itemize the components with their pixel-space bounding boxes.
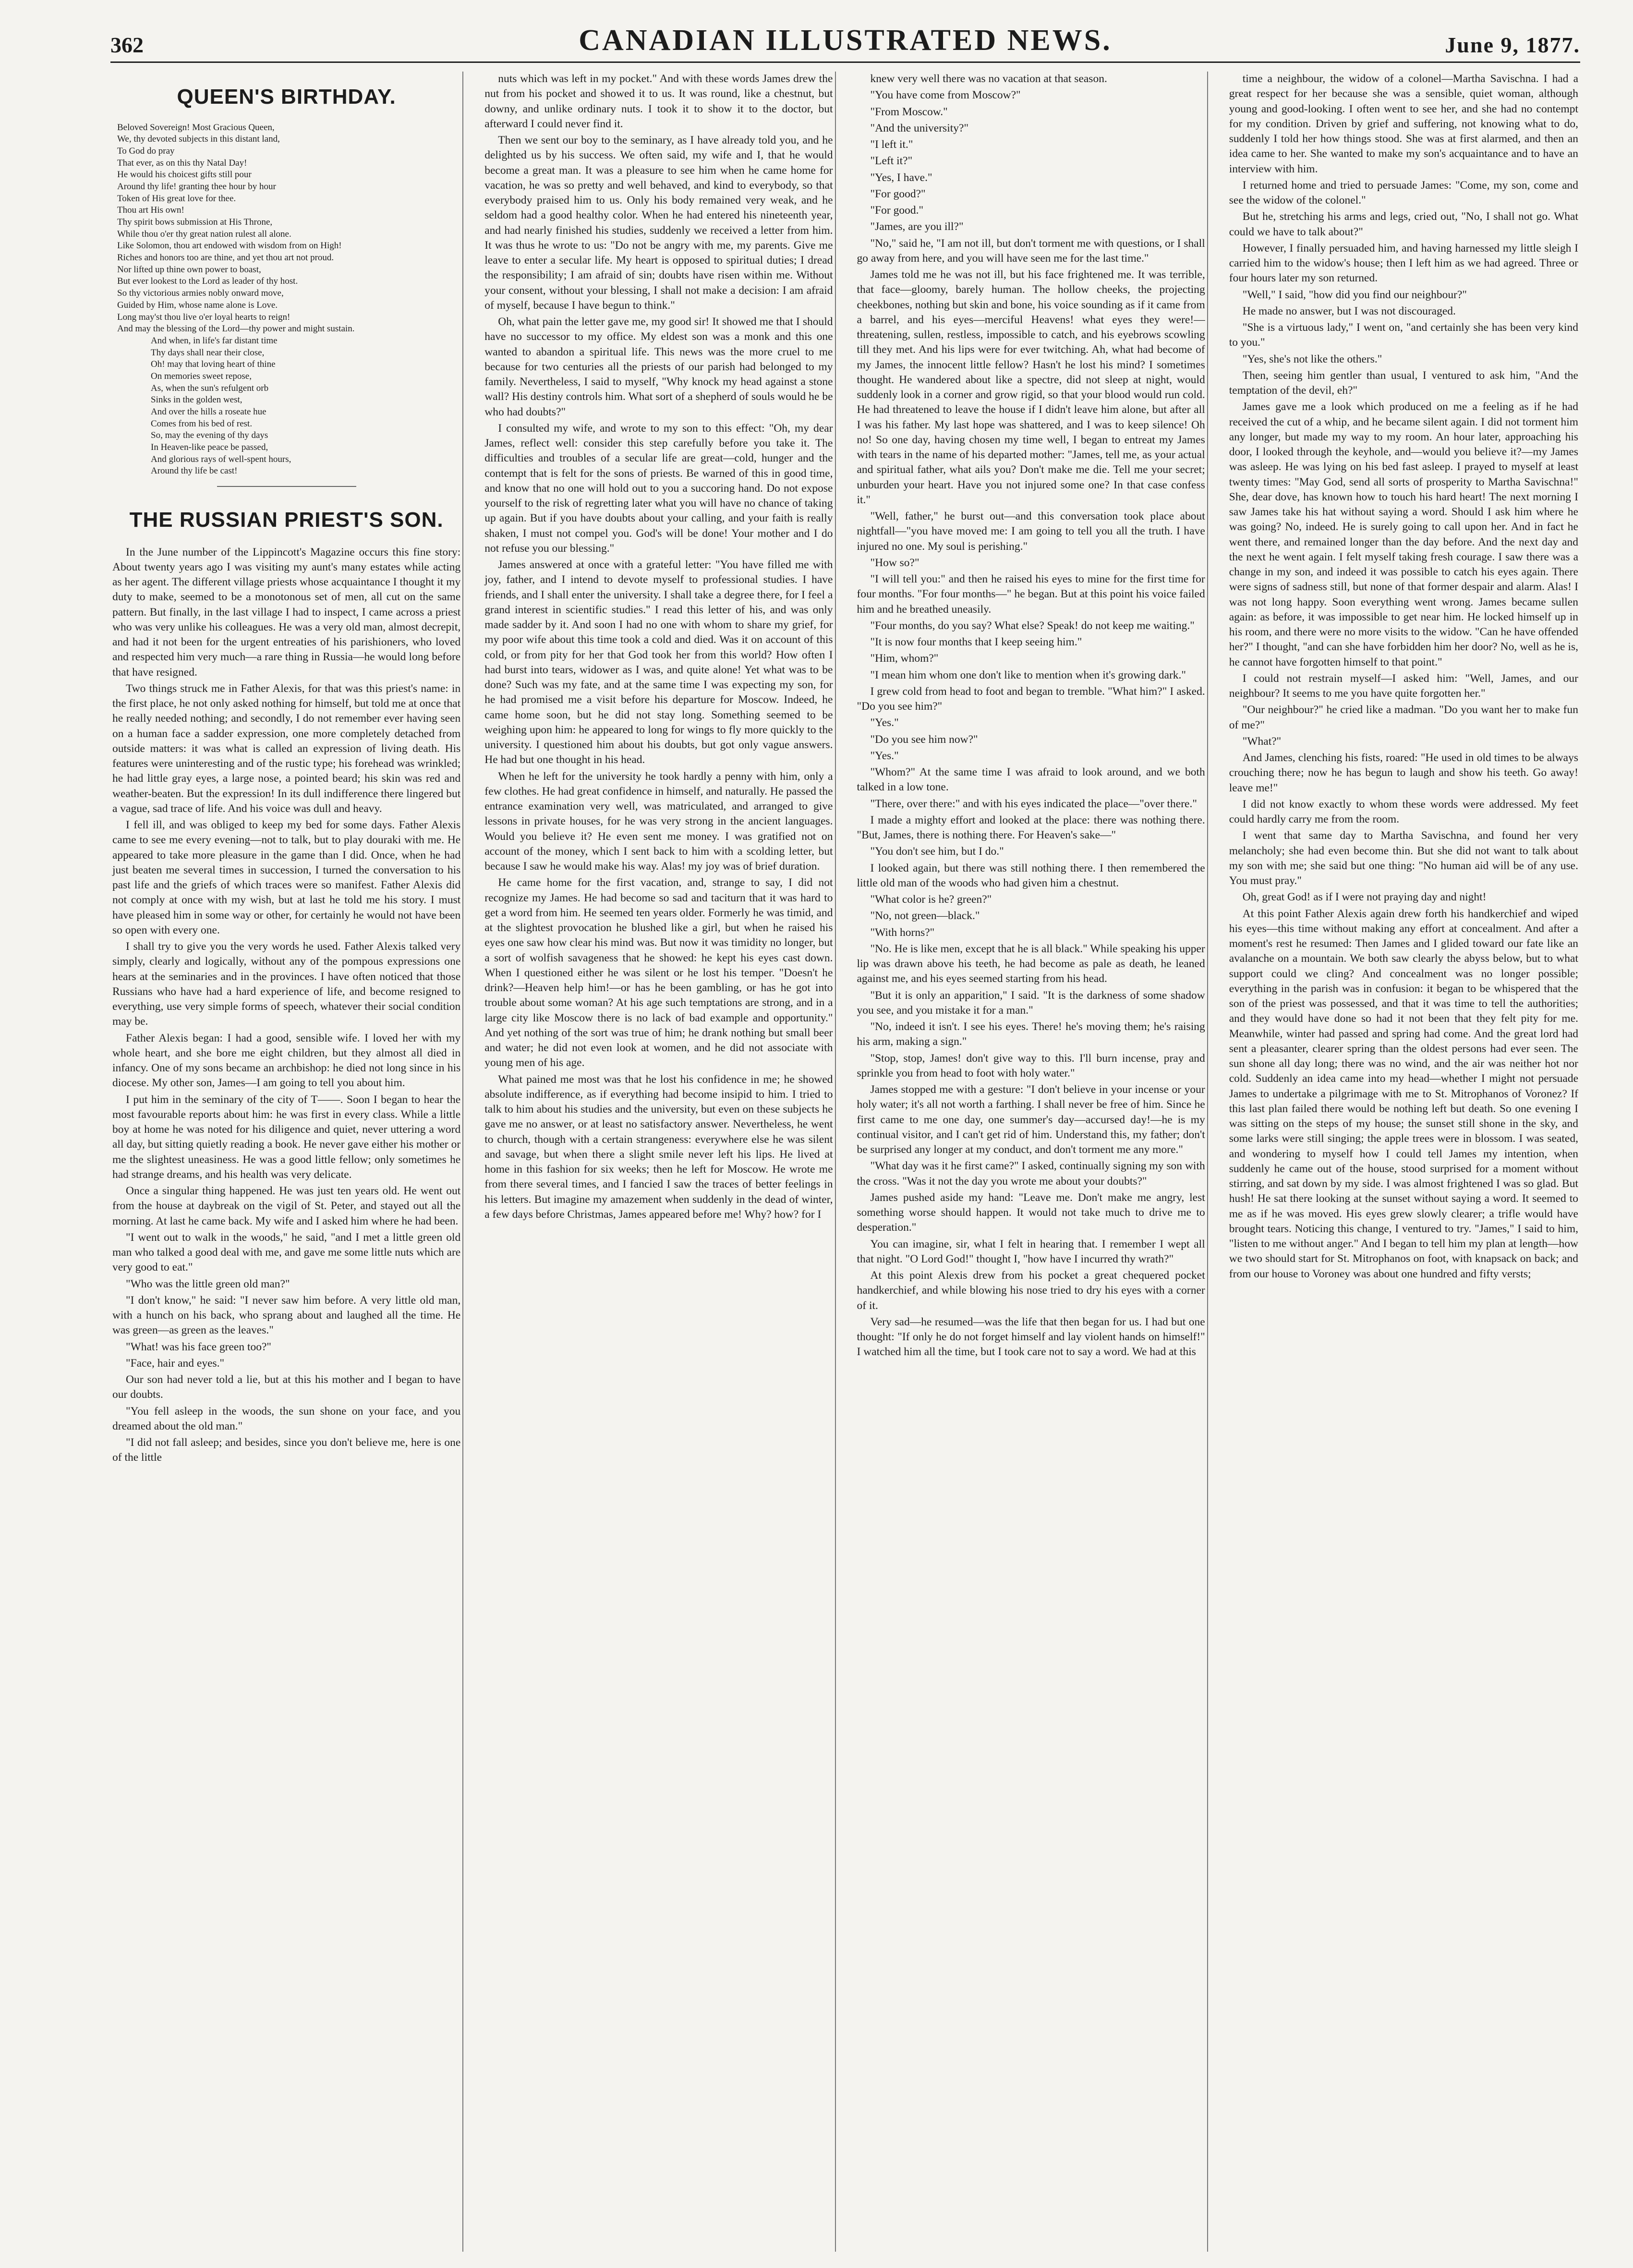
story-paragraph: "For good." — [870, 204, 924, 217]
story-paragraph: "No, indeed it isn't. I see his eyes. There! he's moving them; he's raising his arm, making a sign." — [857, 1020, 1205, 1048]
story-paragraph: Oh, great God! as if I were not praying day and night! — [1242, 891, 1487, 904]
story-paragraph: Once a singular thing happened. He was just ten years old. He went out from the house at daybreak on the vigil of St. Peter, and stayed out all the morning. At last he came back. My wife and I asked him where he had been. — [112, 1185, 461, 1227]
poem-line: Thou art His own! — [117, 205, 184, 216]
story-paragraph: "I mean him whom one don't like to mention when it's growing dark." — [870, 668, 1186, 681]
story-paragraph: And James, clenching his fists, roared: "He used in old times to be always crouching there; now he has begun to laugh and show his teeth. Go away! leave me!" — [1229, 752, 1578, 794]
poem-line: As, when the sun's refulgent orb — [151, 383, 269, 393]
story-paragraph: "How so?" — [870, 556, 919, 569]
story-paragraph: Oh, what pain the letter gave me, my good sir! It showed me that I should have no successor to my office. My eldest son was a monk and this one wanted to abandon a spiritual life. This news was the more cruel to me because for two centuries all the priests of our parish had belonged to my family. Nevertheless, I said to myself, "Why knock my head against a stone wall? His destiny controls him. What sort of a shepherd of souls would he be who had doubts?" — [484, 315, 833, 418]
story-paragraph: "What day was it he first came?" I asked, continually signing my son with the cross. "Was it not the day you wrote me about your doubts?" — [857, 1160, 1205, 1188]
story-paragraph: What pained me most was that he lost his confidence in me; he showed absolute indifference, as if everything had become insipid to him. I tried to talk to him about his studies and the university, but even on these subjects he gave me no answer, or at least no satisfactory answer. Nevertheless, he went to church, though with a certain strangeness: everywhere else he was silent and savage, but when there a slight smile never left his lips. He lived at home in this fashion for six weeks; then he left for Moscow. He wrote me from there several times, and I fancied I saw the traces of better feelings in his letters. But imagine my amazement when suddenly in the dead of winter, a few days before Christmas, James appeared before me! Why? how? for I — [484, 1073, 833, 1221]
story-paragraph: "There, over there:" and with his eyes indicated the place—"over there." — [870, 797, 1197, 810]
poem-line: Beloved Sovereign! Most Gracious Queen, — [117, 122, 275, 133]
story-paragraph: time a neighbour, the widow of a colonel—Martha Savischna. I had a great respect for her because she was a sensible, quiet woman, although young and good-looking. I often went to see her, and she had no contempt for my condition. Driven by grief and suffering, not knowing what to do, suddenly I told her how things stood. She was at first alarmed, and then an idea came to her. She wanted to make my son's acquaintance and to have an interview with him. — [1229, 73, 1578, 175]
poem-line: He would his choicest gifts still pour — [117, 170, 252, 180]
story-paragraph: I looked again, but there was still nothing there. I then remembered the little old man of the woods who had given him a chestnut. — [857, 861, 1205, 889]
issue-date: June 9, 1877. — [1445, 33, 1580, 57]
poem-line: And over the hills a roseate hue — [151, 407, 266, 417]
story-paragraph: "Four months, do you say? What else? Speak! do not keep me waiting." — [870, 619, 1195, 632]
story-paragraph: I consulted my wife, and wrote to my son to this effect: "Oh, my dear James, reflect well: consider this step carefully before you take it. The difficulties and troubles of a secular life are great—cold, hunger and the contempt that is felt for the sons of priests. Be warned of this in good time, and know that no one will hold out to you a succoring hand. Do not expose yourself to the risk of regretting later what you will have no chance of taking up again. But if you have doubts about your calling, and your faith is really shaken, I must not compel you. God's will be done! Your mother and I do not refuse you our blessing." — [484, 422, 833, 555]
story-paragraph: "She is a virtuous lady," I went on, "and certainly she has been very kind to you." — [1229, 321, 1578, 349]
poem-title: QUEEN'S BIRTHDAY. — [177, 85, 396, 109]
story-paragraph: Two things struck me in Father Alexis, for that was this priest's name: in the first place, he not only asked nothing for himself, but told me at once that he really needed nothing; and secondly, I do not remember ever having seen on a human face a sadder expression, one more completely detached from outside matters: it was what is called an expression of living death. His features were uninteresting and of the rustic type; his forehead was wrinkled; he had little gray eyes, a large nose, a pointed beard; his skin was red and weather-beaten. But the expression! In its dull indifference there lingered but a vague, sad trace of life. And his voice was dull and heavy. — [112, 682, 461, 815]
story-paragraph: James gave me a look which produced on me a feeling as if he had received the cut of a whip, and he became silent again. I did not torment him any longer, but made my way to my room. An hour later, approaching his door, I looked through the keyhole, and—would you believe it?—my James was asleep. He was lying on his bed fast asleep. I prayed to myself at least twenty times: "May God, send all sorts of prosperity to Martha Savischna!" She, dear dove, has known how to touch his hard heart! The next morning I saw James take his hat without saying a word. Should I ask him where he was going? No, indeed. He is surely going to call upon her. And in fact he went there, and remained longer than the day before. And the next day and the next he went again. I felt myself taking fresh courage. I saw there was a change in my son, and indeed it was possible to catch his eyes again. There were signs of sadness still, but none of that former despair and alarm. Alas! I was not long happy. Soon everything went wrong. James became sullen again: as before, it was impossible to get near him. He locked himself up in his room, and there were no more visits to the widow. "Can he have offended her?" I thought, "and can she have forbidden him her door? No, well as he is, he cannot have forgotten himself to that point." — [1229, 400, 1578, 668]
poem-line: And glorious rays of well-spent hours, — [151, 454, 291, 464]
poem-line: So thy victorious armies nobly onward move, — [117, 288, 284, 299]
story-paragraph: "But it is only an apparition," I said. "It is the darkness of some shadow you see, and you mistake it for a man." — [857, 989, 1205, 1017]
newspaper-title: CANADIAN ILLUSTRATED NEWS. — [579, 24, 1112, 57]
story-paragraph: At this point Father Alexis again drew forth his handkerchief and wiped his eyes—this time without making any effort at concealment. And after a moment's rest he resumed: Then James and I glided toward our fate like an avalanche on a mountain. We both saw clearly the abyss below, but to what support could we cling? And concealment was no longer possible; everything in the parish was in confusion: it began to be whispered that the son of the priest was possessed, and that it was time to tell the authorities; and they would have done so had it not been that they felt pity for me. Meanwhile, winter had passed and spring had come. And the great lord had sent a pleasanter, clearer spring than the oldest persons had ever seen. The sun shone all day long; there was no wind, and the air was neither hot nor cold. Suddenly an idea came into my head—whether I might not persuade James to undertake a pilgrimage with me to St. Mitrophanos of Voronez? If this last plan failed there would be nothing left but death. So one evening I was sitting on the steps of my house; the sunset still shone in the sky, and some larks were still singing; the apple trees were in blossom. I was seated, and wondering to myself how I could tell James my intention, when suddenly he came out of the house, stood surprised for a moment without stirring, and sat down by my side. I was almost frightened I was so glad. But hush! He sat there looking at the sunset without saying a word. It seemed to me as if he was moved. His eyes grew slowly clearer; a trifle would have brought tears. Noticing this change, I ventured to try. "James," I said to him, "listen to me without anger." And I began to tell him my plan at length—how we two should start for St. Mitrophanos on foot, with knapsack on back; and from our house to Voroney was about one hundred and fifty versts; — [1229, 907, 1578, 1280]
story-paragraph: I went that same day to Martha Savischna, and found her very melancholy; she had even become thin. But she did not want to talk about my son with me; she said but one thing: "No human aid will be of any use. You must pray." — [1229, 829, 1578, 887]
poem-body — [117, 122, 456, 478]
poem-line: And when, in life's far distant time — [151, 335, 278, 346]
story-paragraph: When he left for the university he took hardly a penny with him, only a few clothes. He had great confidence in himself, and naturally. He passed the entrance examination very well, was matriculated, and arranged to give lessons in private houses, for he was very strong in the ancient languages. Would you believe it? He even sent me money. I was gratified not on account of the money, which I sent back to him with a scolding letter, but because I saw he would make his way. Alas! my joy was of brief duration. — [484, 770, 833, 873]
story-paragraph: James pushed aside my hand: "Leave me. Don't make me angry, lest something worse should happen. It would not take much to drive me to desperation." — [857, 1191, 1205, 1234]
story-paragraph: "Our neighbour?" he cried like a madman. "Do you want her to make fun of me?" — [1229, 703, 1578, 731]
story-paragraph: He came home for the first vacation, and, strange to say, I did not recognize my James. He had become so sad and taciturn that it was hard to get a word from him. He seemed ten years older. Formerly he was timid, and at the slightest provocation he blushed like a girl, but when he raised his eyes one saw how clear his mind was. But now it was timidity no longer, but a sort of wolfish savageness that he showed: he kept his eyes cast down. When I questioned either he was silent or he lost his temper. "Doesn't he drink?—Heaven help him!—or has he been gambling, or has he got into trouble about some woman? At his age such temptations are strong, and in a large city like Moscow there is no lack of bad example and opportunity." And yet nothing of the sort was true of him; he drank nothing but small beer and water; he did not even look at women, and he did not associate with young men of his age. — [484, 876, 833, 1069]
story-paragraph: "And the university?" — [870, 121, 969, 134]
story-paragraph: "Yes." — [870, 749, 899, 762]
story-paragraph: "You don't see him, but I do." — [870, 845, 1004, 858]
column-2 — [483, 72, 835, 2252]
story-paragraph: But he, stretching his arms and legs, cried out, "No, I shall not go. What could we have to talk about?" — [1229, 210, 1578, 238]
story-paragraph: "I went out to walk in the woods," he said, "and I met a little green old man who talked a good deal with me, and gave me some little nuts which are very good to eat." — [112, 1231, 461, 1274]
poem-line: In Heaven-like peace be passed, — [151, 442, 268, 453]
story-paragraph: In the June number of the Lippincott's Magazine occurs this fine story: About twenty years ago I was visiting my aunt's many estates while acting as her agent. The different village priests whose acquaintance I thought it my duty to make, seemed to be a monotonous set of men, all cut on the same pattern. But finally, in the last village I had to inspect, I came across a priest who was very unlike his colleagues. He was a very old man, almost decrepit, and had it not been for the urgent entreaties of his parishioners, who loved and respected him very much—a rare thing in Russia—he would long before that have resigned. — [112, 546, 461, 679]
story-paragraph: You can imagine, sir, what I felt in hearing that. I remember I wept all that night. "O Lord God!" thought I, "how have I incurred thy wrath?" — [857, 1237, 1205, 1265]
poem-line: That ever, as on this thy Natal Day! — [117, 158, 247, 168]
poem-line: Thy days shall near their close, — [151, 347, 265, 358]
story-paragraph: "You have come from Moscow?" — [870, 89, 1021, 102]
poem-line: Thy spirit bows submission at His Throne, — [117, 217, 273, 228]
story-text-column-1 — [112, 545, 460, 1466]
section-divider — [217, 486, 356, 487]
story-paragraph: Then, seeing him gentler than usual, I ventured to ask him, "And the temptation of the devil, eh?" — [1229, 369, 1578, 397]
story-paragraph: "Yes." — [870, 716, 899, 729]
story-paragraph: "With horns?" — [870, 926, 935, 939]
poem-line: We, thy devoted subjects in this distant land, — [117, 134, 280, 145]
poem-line: Like Solomon, thou art endowed with wisdom from on High! — [117, 241, 342, 251]
story-paragraph: "For good?" — [870, 187, 926, 200]
story-paragraph: "I will tell you:" and then he raised his eyes to mine for the first time for four months. "For four months—" he began. But at this point his voice failed him and he breathed uneasily. — [857, 573, 1205, 616]
poem-line: Sinks in the golden west, — [151, 395, 242, 405]
story-paragraph: Our son had never told a lie, but at this his mother and I began to have our doubts. — [112, 1373, 461, 1401]
story-paragraph: "It is now four months that I keep seeing him." — [870, 636, 1082, 648]
poem-line: But ever lookest to the Lord as leader of thy host. — [117, 276, 298, 287]
poem-line: And may the blessing of the Lord—thy power and might sustain. — [117, 324, 355, 334]
story-paragraph: "James, are you ill?" — [870, 220, 964, 233]
story-paragraph: "No, not green—black." — [870, 910, 980, 922]
story-paragraph: "Yes, I have." — [870, 171, 932, 184]
story-paragraph: "You fell asleep in the woods, the sun shone on your face, and you dreamed about the old man." — [112, 1405, 461, 1432]
poem-line: Token of His great love for thee. — [117, 193, 236, 204]
story-paragraph: James answered at once with a grateful letter: "You have filled me with joy, father, and I intend to devote myself to professional studies. I have friends, and I shall enter the university. I shall take a degree there, for I feel a grand interest in scientific studies." I read this letter of his, and was only made sadder by it. And soon I had no one with whom to share my grief, for my poor wife about this time took a cold and died. Was it on account of this cold, or from pity for her that God took her from this world? How often I had burst into tears, widower as I was, and quite alone! Yet what was to be done? Such was my fate, and at the same time I was expecting my son, for he had promised me a visit before his departure for Moscow. Indeed, he came home soon, but he did not stay long. Something seemed to be weighing upon him: he appeared to long for wings to fly more quickly to the university. I questioned him about his doubts, but got only vague answers. He had but one thought in his head. — [484, 558, 833, 766]
poem-line: While thou o'er thy great nation rulest all alone. — [117, 229, 291, 239]
story-paragraph: I could not restrain myself—I asked him: "Well, James, and our neighbour? It seems to me you have quite forgotten her." — [1229, 672, 1578, 700]
poem-line: Around thy life! granting thee hour by hour — [117, 181, 276, 192]
story-paragraph: I put him in the seminary of the city of T——. Soon I began to hear the most favourable reports about him: he was first in every class. While a little boy at home he was noted for his diligence and quiet, never uttering a word all day, but sitting quietly reading a book. He never gave either his mother or me the slightest uneasiness. He was a good little fellow; only sometimes he had strange dreams, and his health was very delicate. — [112, 1093, 461, 1181]
story-paragraph: I did not know exactly to whom these words were addressed. My feet could hardly carry me from the room. — [1229, 798, 1578, 825]
story-paragraph: "Who was the little green old man?" — [126, 1277, 290, 1290]
story-title: THE RUSSIAN PRIEST'S SON. — [129, 508, 444, 532]
story-paragraph: At this point Alexis drew from his pocket a great chequered pocket handkerchief, and while blowing his nose tried to dry his eyes with a corner of it. — [857, 1269, 1205, 1312]
story-paragraph: "What! was his face green too?" — [126, 1340, 272, 1353]
poem-line: Comes from his bed of rest. — [151, 418, 253, 429]
poem-line: Around thy life be cast! — [151, 466, 238, 476]
story-paragraph: I made a mighty effort and looked at the place: there was nothing there. "But, James, there is nothing there. For Heaven's sake—" — [857, 813, 1205, 841]
story-paragraph: "No," said he, "I am not ill, but don't torment me with questions, or I shall go away from here, and you will have seen me for the last time." — [857, 237, 1205, 265]
story-paragraph: "I left it." — [870, 138, 913, 151]
column-4 — [1227, 72, 1580, 2252]
story-paragraph: Father Alexis began: I had a good, sensible wife. I loved her with my whole heart, and she bore me eight children, but they almost all died in infancy. One of my sons became an archbishop: he died not long since in his diocese. My other son, James—I am going to tell you about him. — [112, 1031, 461, 1090]
story-paragraph: "What?" — [1242, 735, 1282, 748]
page-number: 362 — [110, 33, 144, 57]
poem-line: Guided by Him, whose name alone is Love. — [117, 300, 278, 310]
story-paragraph: knew very well there was no vacation at that season. — [870, 73, 1107, 85]
story-paragraph: "Well, father," he burst out—and this conversation took place about nightfall—"you have moved me: I am going to tell you all the truth. I have injured no one. My soul is perishing." — [857, 510, 1205, 553]
poem-line: On memories sweet repose, — [151, 371, 252, 381]
article-columns — [110, 72, 1580, 2252]
story-paragraph: "Left it?" — [870, 155, 913, 168]
poem-line: So, may the evening of thy days — [151, 430, 268, 441]
poem-line: Oh! may that loving heart of thine — [151, 359, 276, 370]
poem-line: Long may'st thou live o'er loyal hearts to reign! — [117, 312, 290, 322]
masthead — [110, 19, 1580, 63]
story-paragraph: "I did not fall asleep; and besides, since you don't believe me, here is one of the little — [112, 1436, 461, 1464]
story-paragraph: "Do you see him now?" — [870, 733, 978, 746]
story-paragraph: James stopped me with a gesture: "I don't believe in your incense or your holy water; it's all not worth a farthing. I shall never be free of him. Since he first came to me one day, one summer's day—accursed day!—he is my continual visitor, and I can't get rid of him. Understand this, my father; don't be surprised any longer at my conduct, and don't torment me any more." — [857, 1083, 1205, 1156]
story-paragraph: "Well," I said, "how did you find our neighbour?" — [1242, 288, 1467, 301]
story-paragraph: I returned home and tried to persuade James: "Come, my son, come and see the widow of the colonel." — [1229, 179, 1578, 206]
story-paragraph: "Whom?" At the same time I was afraid to look around, and we both talked in a low tone. — [857, 766, 1205, 794]
story-paragraph: He made no answer, but I was not discouraged. — [1242, 304, 1456, 317]
story-paragraph: "Face, hair and eyes." — [126, 1357, 225, 1370]
story-paragraph: nuts which was left in my pocket." And with these words James drew the nut from his pocket and showed it to us. It was round, like a chestnut, but downy, and unlike ordinary nuts. I took it to show it to the doctor, but afterward I could never find it. — [484, 73, 833, 130]
story-paragraph: "Stop, stop, James! don't give way to this. I'll burn incense, pray and sprinkle you from head to foot with holy water." — [857, 1052, 1205, 1079]
story-paragraph: Then we sent our boy to the seminary, as I have already told you, and he delighted us by his success. We often said, my wife and I, that he would become a great man. It was a pleasure to see him when he came home for vacation, he was so pretty and well behaved, and kind to everybody, so that everybody praised him to us. Only his body remained very weak, and he seldom had a good healthy color. When he had entered his nineteenth year, and had nearly finished his studies, suddenly we received a letter from him. It was thus he wrote to us: "Do not be angry with me, my parents. Give me leave to enter a secular life. My heart is opposed to spiritual duties; I dread the responsibility; I am afraid of sin; doubts have risen within me. Without your consent, without your blessing, I shall not make a decision: I am afraid of myself, because I have begun to think." — [484, 134, 833, 312]
poem-line: Nor lifted up thine own power to boast, — [117, 264, 261, 275]
story-paragraph: Very sad—he resumed—was the life that then began for us. I had but one thought: "If only he do not forget himself and lay violent hands on himself!" I watched him all the time, but I took care not to say a word. We had at this — [857, 1315, 1205, 1358]
poem-line: Riches and honors too are thine, and yet thou art not proud. — [117, 253, 334, 263]
column-1 — [110, 72, 463, 2252]
story-paragraph: "Yes, she's not like the others." — [1242, 352, 1382, 365]
story-paragraph: I fell ill, and was obliged to keep my bed for some days. Father Alexis came to see me every evening—not to talk, but to play douraki with me. He appeared to take more pleasure in the game than I did. Once, when he had just beaten me several times in succession, I turned the conversation to his past life and the griefs of which traces were so manifest. Father Alexis did not comply at once with my wish, but at last he told me his story. I must have pleased him in some way or other, for certainly he would not have been so open with every one. — [112, 819, 461, 936]
column-3 — [855, 72, 1208, 2252]
story-paragraph: "What color is he? green?" — [870, 893, 992, 906]
story-paragraph: James told me he was not ill, but his face frightened me. It was terrible, that face—gloomy, barely human. The hollow cheeks, the projecting cheekbones, nothing but skin and bone, his voice sounding as if it came from a barrel, and his eyes—merciful Heavens! what eyes they were!—threatening, sullen, restless, impossible to catch, and his eyebrows scowling till they met. And his lips were for ever twitching. Ah, what had become of my James, the innocent little fellow? Hasn't he lost his mind? I sometimes thought. He wandered about like a spectre, did not sleep at night, would suddenly look in a corner and grow rigid, so that your blood would run cold. He had threatened to leave the house if I didn't leave him alone, but after all I was his father. My last hope was shattered, and I was to keep silence! Oh no! So one day, having chosen my time well, I began to entreat my James with tears in the name of his departed mother: "James, tell me, as your actual and spiritual father, what ails you? Don't make me die. Tell me your secret; unburden your heart. Have you not injured some one? In that case confess it." — [857, 268, 1205, 506]
story-paragraph: "No. He is like men, except that he is all black." While speaking his upper lip was drawn above his teeth, he had become as pale as death, he leaned against me, and his eyes seemed starting from his head. — [857, 942, 1205, 985]
story-paragraph: "I don't know," he said: "I never saw him before. A very little old man, with a hunch on his back, who sprang about and laughed all the time. He was green—as green as the leaves." — [112, 1294, 461, 1337]
story-paragraph: "From Moscow." — [870, 105, 948, 118]
story-paragraph: I grew cold from head to foot and began to tremble. "What him?" I asked. "Do you see him?" — [857, 685, 1205, 713]
story-paragraph: However, I finally persuaded him, and having harnessed my little sleigh I carried him to the widow's house; then I left him as we had agreed. Three or four hours later my son returned. — [1229, 242, 1578, 285]
story-paragraph: "Him, whom?" — [870, 652, 939, 665]
story-paragraph: I shall try to give you the very words he used. Father Alexis talked very simply, clearly and logically, without any of the pompous expressions one hears at the seminaries and in the provinces. I have often noticed that those Russians who have had a hard experience of life, and become resigned to everything, use very simple forms of speech, whatever their social condition may be. — [112, 940, 461, 1028]
poem-line: To God do pray — [117, 146, 175, 156]
